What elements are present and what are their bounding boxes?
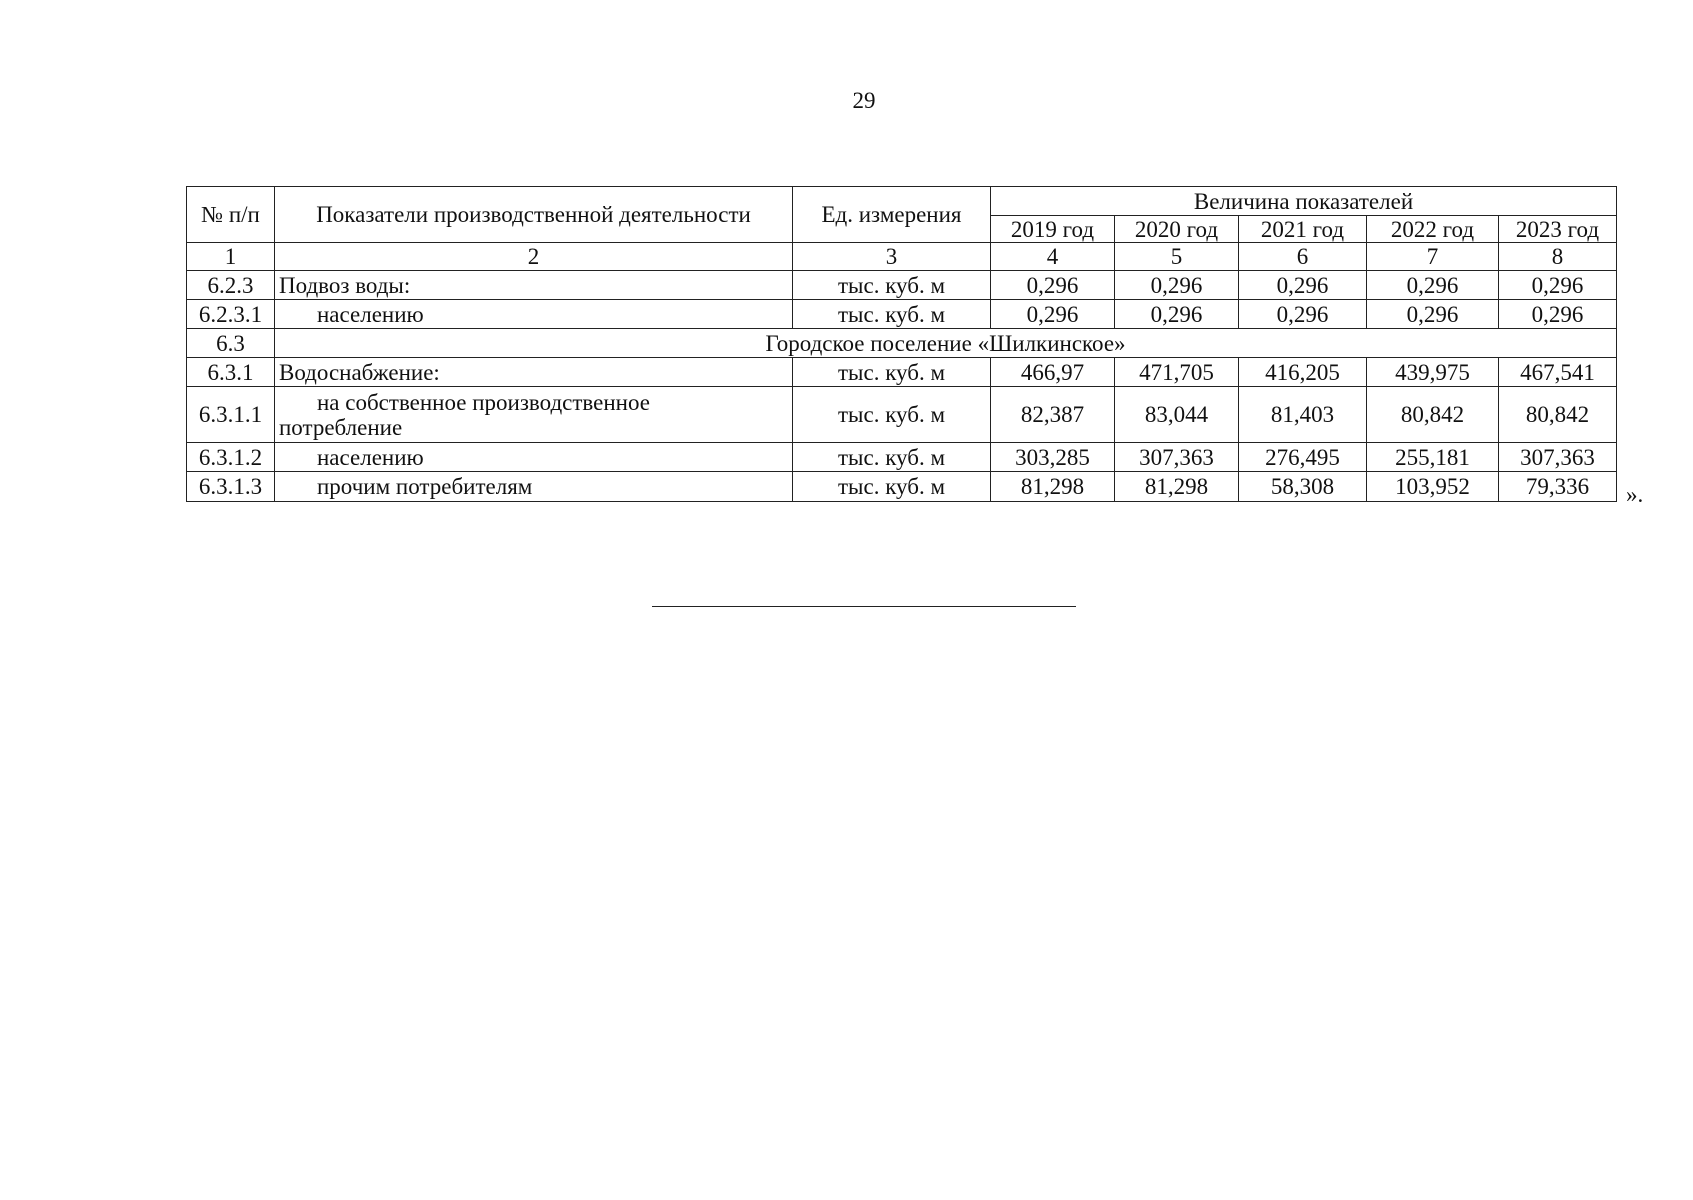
row-indicator-line: потребление bbox=[279, 414, 403, 440]
column-number: 4 bbox=[991, 243, 1115, 271]
row-value: 307,363 bbox=[1115, 443, 1239, 472]
row-number: 6.3.1.1 bbox=[187, 387, 275, 443]
row-value: 82,387 bbox=[991, 387, 1115, 443]
row-value: 81,298 bbox=[991, 472, 1115, 502]
row-unit: тыс. куб. м bbox=[793, 300, 991, 329]
row-unit: тыс. куб. м bbox=[793, 472, 991, 502]
row-value: 303,285 bbox=[991, 443, 1115, 472]
row-value: 0,296 bbox=[1367, 271, 1499, 300]
column-number: 2 bbox=[275, 243, 793, 271]
row-unit: тыс. куб. м bbox=[793, 271, 991, 300]
row-value: 83,044 bbox=[1115, 387, 1239, 443]
header-year: 2020 год bbox=[1115, 216, 1239, 243]
column-number: 8 bbox=[1499, 243, 1617, 271]
row-value: 80,842 bbox=[1367, 387, 1499, 443]
section-title: Городское поселение «Шилкинское» bbox=[275, 329, 1617, 358]
row-indicator: Подвоз воды: bbox=[275, 271, 793, 300]
row-value: 0,296 bbox=[991, 271, 1115, 300]
row-value: 81,403 bbox=[1239, 387, 1367, 443]
row-value: 0,296 bbox=[991, 300, 1115, 329]
row-value: 276,495 bbox=[1239, 443, 1367, 472]
table-row bbox=[187, 472, 1617, 502]
row-number: 6.3.1 bbox=[187, 358, 275, 387]
table-row bbox=[187, 443, 1617, 472]
closing-quote: ». bbox=[1626, 482, 1644, 507]
row-indicator bbox=[275, 387, 793, 443]
table-row bbox=[187, 387, 1617, 443]
row-value: 81,298 bbox=[1115, 472, 1239, 502]
row-unit: тыс. куб. м bbox=[793, 443, 991, 472]
row-number: 6.2.3.1 bbox=[187, 300, 275, 329]
row-value: 58,308 bbox=[1239, 472, 1367, 502]
header-values-group: Величина показателей bbox=[991, 187, 1617, 216]
row-unit: тыс. куб. м bbox=[793, 387, 991, 443]
row-indicator-line: на собственное производственное bbox=[317, 389, 650, 415]
column-number: 5 bbox=[1115, 243, 1239, 271]
row-value: 0,296 bbox=[1239, 271, 1367, 300]
page-number: 29 bbox=[852, 88, 876, 113]
row-unit: тыс. куб. м bbox=[793, 358, 991, 387]
table-row bbox=[187, 300, 1617, 329]
row-indicator: населению bbox=[275, 443, 793, 472]
row-indicator: населению bbox=[275, 300, 793, 329]
row-value: 0,296 bbox=[1499, 300, 1617, 329]
row-value: 0,296 bbox=[1115, 300, 1239, 329]
row-value: 80,842 bbox=[1499, 387, 1617, 443]
row-value: 466,97 bbox=[991, 358, 1115, 387]
row-value: 467,541 bbox=[1499, 358, 1617, 387]
row-number: 6.2.3 bbox=[187, 271, 275, 300]
row-value: 103,952 bbox=[1367, 472, 1499, 502]
end-of-document-rule bbox=[652, 606, 1076, 607]
header-year: 2022 год bbox=[1367, 216, 1499, 243]
row-value: 0,296 bbox=[1367, 300, 1499, 329]
header-year: 2019 год bbox=[991, 216, 1115, 243]
header-indicator: Показатели производственной деятельности bbox=[275, 187, 793, 243]
section-row bbox=[187, 329, 1617, 358]
row-number: 6.3.1.3 bbox=[187, 472, 275, 502]
row-indicator: прочим потребителям bbox=[275, 472, 793, 502]
indicators-table bbox=[186, 186, 1617, 502]
row-value: 255,181 bbox=[1367, 443, 1499, 472]
table-row bbox=[187, 358, 1617, 387]
row-number: 6.3.1.2 bbox=[187, 443, 275, 472]
row-value: 439,975 bbox=[1367, 358, 1499, 387]
header-year: 2021 год bbox=[1239, 216, 1367, 243]
row-indicator: Водоснабжение: bbox=[275, 358, 793, 387]
column-number: 7 bbox=[1367, 243, 1499, 271]
row-value: 0,296 bbox=[1115, 271, 1239, 300]
row-value: 0,296 bbox=[1499, 271, 1617, 300]
header-unit: Ед. измерения bbox=[793, 187, 991, 243]
row-value: 0,296 bbox=[1239, 300, 1367, 329]
row-value: 416,205 bbox=[1239, 358, 1367, 387]
row-value: 79,336 bbox=[1499, 472, 1617, 502]
column-number: 1 bbox=[187, 243, 275, 271]
row-value: 307,363 bbox=[1499, 443, 1617, 472]
column-number: 6 bbox=[1239, 243, 1367, 271]
header-number: № п/п bbox=[187, 187, 275, 243]
table-row bbox=[187, 271, 1617, 300]
column-number: 3 bbox=[793, 243, 991, 271]
section-number: 6.3 bbox=[187, 329, 275, 358]
header-year: 2023 год bbox=[1499, 216, 1617, 243]
column-number-row bbox=[187, 243, 1617, 271]
row-value: 471,705 bbox=[1115, 358, 1239, 387]
